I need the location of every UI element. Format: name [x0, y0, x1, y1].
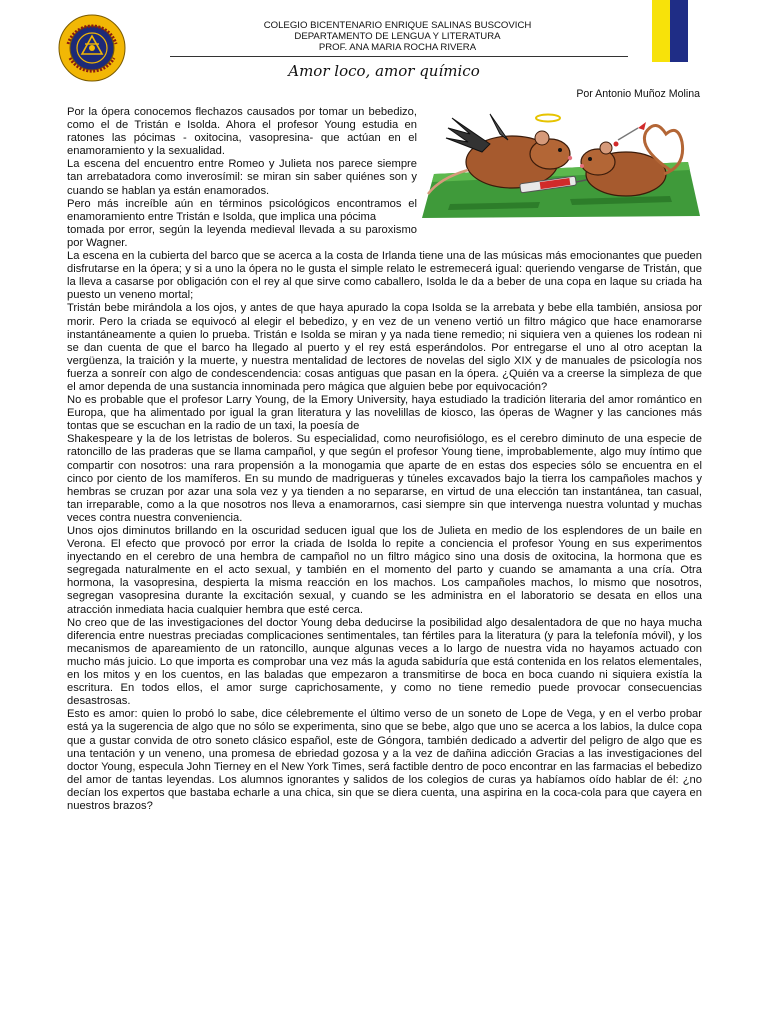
document-header: [185, 20, 610, 53]
paragraph: Por la ópera conocemos flechazos causados por tomar un bebedizo, como el de Tristán e Isolda. Ahora el profesor Young estudia en ratones las pócimas - oxitocina, vasopresina- que actúan en el enamoramiento y la sexualidad.: [67, 106, 417, 158]
teacher-name: PROF. ANA MARIA ROCHA RIVERA: [318, 42, 477, 53]
department-name: DEPARTAMENTO DE LENGUA Y LITERATURA: [294, 31, 501, 42]
paragraph: Pero más increíble aún en términos psicológicos encontramos el enamoramiento entre Tristán e Isolda, que implica una pócima: [67, 197, 417, 223]
article-title: Amor loco, amor químico: [288, 62, 480, 80]
school-name: COLEGIO BICENTENARIO ENRIQUE SALINAS BUSCOVICH: [263, 20, 532, 31]
article-body: [67, 106, 702, 813]
paragraph: tomada por error, según la leyenda medieval llevada a su paroxismo por Wagner.: [67, 223, 417, 249]
flag-blue-stripe: [670, 0, 688, 62]
paragraph: Tristán bebe mirándola a los ojos, y antes de que haya apurado la copa Isolda se la arrebata y bebe ella también, ansiosa por morir. Pero la criada se equivocó al elegir el bebedizo, y en vez de un veneno vertió un filtro mágico que hace enamorarse instantáneamente a quien lo prueba. Tristán e Isolda se miran y ya nada tiene remedio; ni siquiera ven a quienes los rodean ni se dan cuenta de que el barco ha llegado al puerto y el rey está esperándolos. Por entregarse el uno al otro aceptan la vergüenza, la traición y la muerte, y nuestra mentalidad de lectores de novelas del siglo XIX y de manuales de psicología nos fuerza a sonreír con algo de condescendencia: cosas antiguas que pasan en la ópera. ¿Quién va a creerse la simpleza de que el amor dependa de una sustancia innominada pero mágica que alguien bebe por equivocación?: [67, 302, 702, 393]
paragraph: La escena en la cubierta del barco que se acerca a la costa de Irlanda tiene una de las músicas más emocionantes que pueden disfrutarse en la ópera; y si a uno la ópera no le gusta el simple relato le estremecerá igual: queriendo vengarse de Tristán, que la lleva a casarse por obligación con el rey al que sirve como caballero, Isolda le da a beber de una copa en laque su criada ha puesto un veneno mortal;: [67, 250, 702, 302]
article-author: Por Antonio Muñoz Molina: [576, 88, 700, 100]
flag-yellow-stripe: [652, 0, 670, 62]
illustration-space: [417, 106, 702, 224]
paragraph: No creo que de las investigaciones del doctor Young deba deducirse la posibilidad algo desalentadora de que no haya mucha diferencia entre nuestras preciadas complicaciones sentimentales, tan fértiles para la literatura (y para la telefonía móvil), y los mecanismos de apareamiento de un ratoncillo, aunque algunas veces a lo largo de nuestra vida no hayamos actuado con mucho más juicio. Lo que importa es comprobar una vez más la aguda sabiduría que está contenida en los relatos elementales, en los mitos y en los cuentos, en las baladas que empezaron a transmitirse de boca en boca cuando ni siquiera existía la escritura. En todos ellos, el amor surge caprichosamente, y como no tiene remedio puede provocar consecuencias desastrosas.: [67, 616, 702, 708]
paragraph: La escena del encuentro entre Romeo y Julieta nos parece siempre tan arrebatadora como inverosímil: se miran sin saber quiénes son y cuando se hablan ya están enamorados.: [67, 158, 417, 197]
paragraph: Unos ojos diminutos brillando en la oscuridad seducen igual que los de Julieta en medio de los esplendores de un baile en Verona. El efecto que provocó por error la criada de Isolda lo repite a conciencia el profesor Young en sus experimentos inyectando en el cerebro de una hembra de campañol no un filtro mágico sino una dosis de oxitocina, la hormona que es segregada naturalmente en el acto sexual, y también en el momento del parto y cuando se amamanta a una cría. Otra hormona, la vasopresina, despierta la misma reacción en los machos. Los campañoles machos, lo mismo que nosotros, segregan vasopresina durante la excitación sexual, y cuando se les administra en el laboratorio se desata en ellos una atracción inmediata hacia cualquier hembra que esté cerca.: [67, 525, 702, 616]
paragraph: No es probable que el profesor Larry Young, de la Emory University, haya estudiado la tradición literaria del amor romántico en Europa, que ha alimentado por igual la gran literatura y las novelillas de kiosco, las óperas de Wagner y las canciones más tontas que se escuchan en la radio de un taxi, la poesía de: [67, 394, 702, 433]
paragraph: Esto es amor: quien lo probó lo sabe, dice célebremente el último verso de un soneto de Lope de Vega, y en el verbo probar está ya la sugerencia de algo que no sólo se experimenta, sino que se bebe, algo que uno se acerca a los labios, la dulce copa que a gustar convida de otro soneto clásico español, este de Góngora, también dedicado a advertir del peligro de algo que es una tentación y un veneno, una promesa de ebriedad gozosa y a la vez de dañina adicción Gracias a las investigaciones del doctor Young, especula John Tierney en el New York Times, será factible dentro de poco encontrar en las farmacias el bebedizo del amor de tantas leyendas. Los alumnos ignorantes y salidos de los colegios de curas ya habíamos oído hablar de él: ¿no decían los expertos que bastaba echarle a una chica, sin que se diera cuenta, una aspirina en la coca-cola para que cayera en nuestros brazos?: [67, 708, 702, 812]
paragraph: Shakespeare y la de los letristas de boleros. Su especialidad, como neurofisiólogo, es el cerebro diminuto de una especie de ratoncillo de las praderas que se llama campañol, y que según el profesor Young tiene, improbablemente, algo muy íntimo que compartir con nosotros: una rara propensión a la monogamia que aparte de en estas dos especies sólo se encuentra en el cinco por ciento de los mamíferos. En su mundo de madrigueras y túneles excavados bajo la tierra los campañoles machos y hembras se cruzan por azar una sola vez y ya tienden a no separarse, en virtud de una elección tan instantánea, tan casual, tan irreparable, como a la que nosotros nos lleva a enamorarnos, casi siempre sin que intervenga nuestra voluntad y muchas veces contra nuestra conveniencia.: [67, 433, 702, 524]
header-divider: [170, 56, 628, 57]
